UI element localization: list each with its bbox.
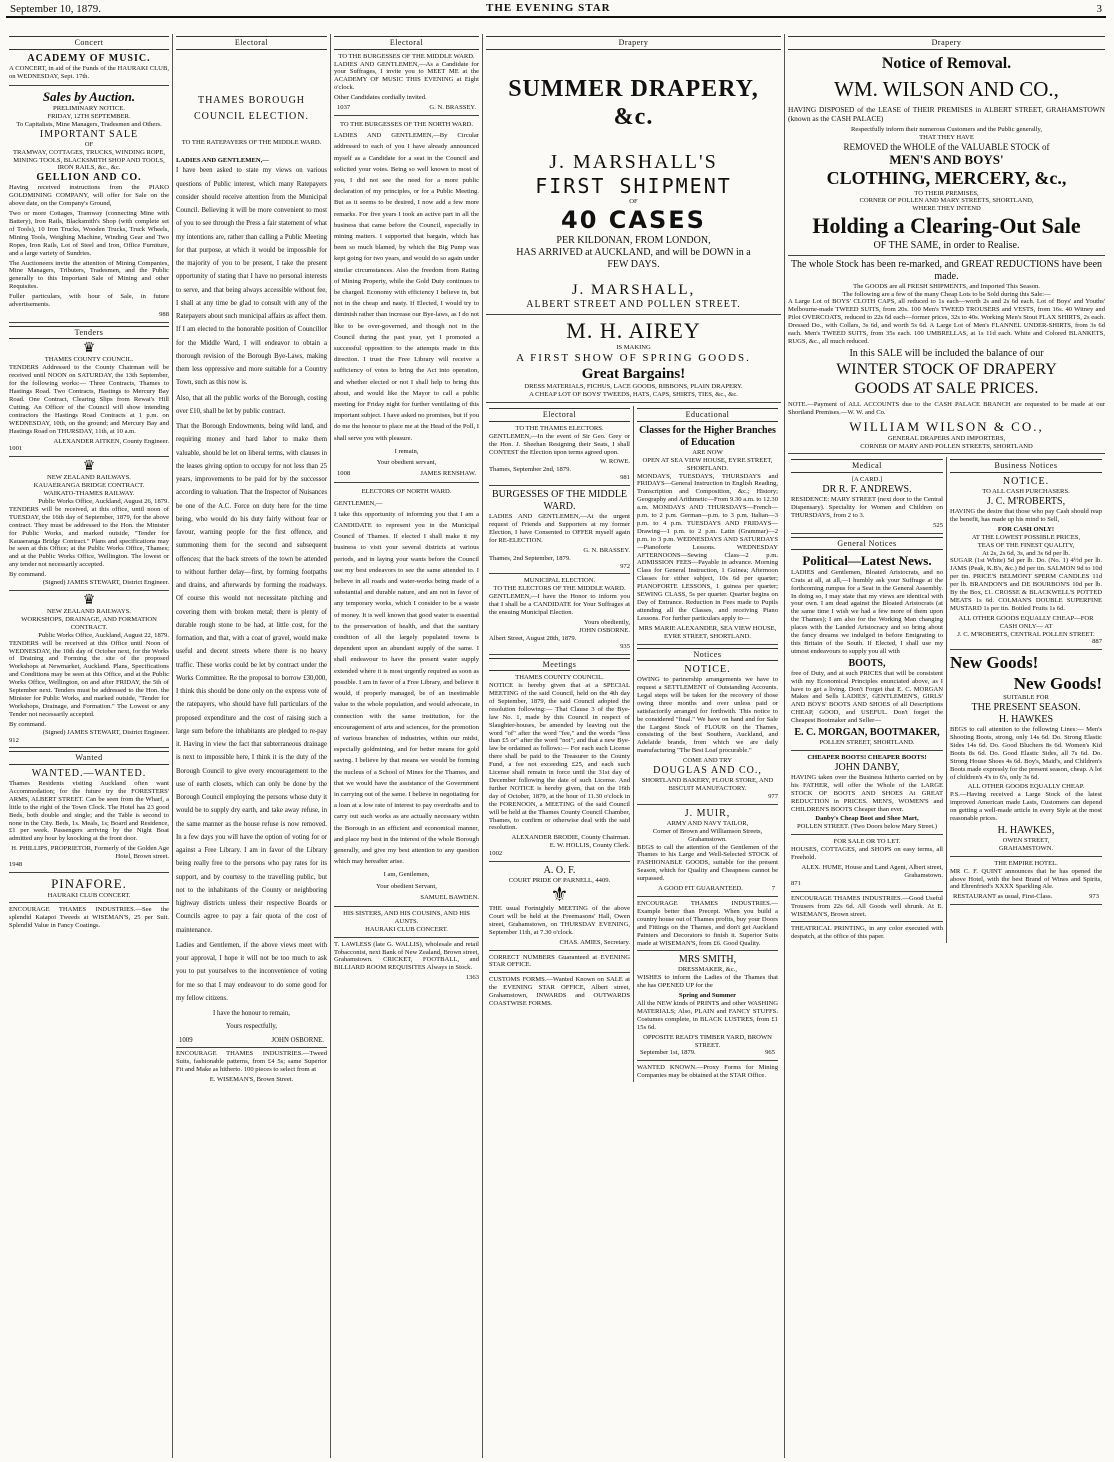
gellion-further: Fuller particulars, with hour of Sale, in future advertisements. xyxy=(9,293,169,309)
lawless-ad: T. LAWLESS (late G. WALLIS), wholesale and retail Tobacconist, next Bank of New Zealand, Brown street, Grahamstown. CRICKET, FOOTBALL, and BILLIARD ROOM REQUISITES Always in Stock. xyxy=(334,940,479,972)
boys-tweeds: A CHEAP LOT OF BOYS' TWEEDS, HATS, CAPS, SHIRTS, TIES, &c., &c. xyxy=(529,391,738,399)
by-command: By command. xyxy=(9,720,46,728)
marshall-sign: J. MARSHALL, xyxy=(571,281,696,298)
sisters-ad xyxy=(334,910,479,938)
ad-body: WISHES to inform the Ladies of the Thames that she has OPENED UP for the xyxy=(637,974,778,990)
lowest-prices: AT THE LOWEST POSSIBLE PRICES, xyxy=(971,533,1081,541)
ad-body: NOTICE is hereby given that at a SPECIAL MEETING of the said Council, held on the 4th day of September, 1879, the said Council adopted the resolution following:— That Clause 3 of the Bye-law No. 1, made by this Council in respect of Slaughter-houses, be amended by leaving out the word "of" after the word "fee," and the words "less than £5 or" after the word "not"; and that a new Bye-law be ordained as follows:— For each such License there shall be paid to the Treasurer to the County Fund, a fee not exceeding £25, and each such License shall remain in force until the 31st day of December following the date of such License. And further NOTICE is hereby given, that on the 16th day of October, 1879, at the hour of 11.30 o'clock in the FORENOON, a MEETING of the said Council will be held at the Thames County Council Chamber, Thames, to confirm or otherwise deal with the said resolution. xyxy=(489,682,630,832)
club-concert: HAURAKI CLUB CONCERT. xyxy=(47,891,131,899)
muir-address: Corner of Brown and Williamson Streets, Grahamstown. xyxy=(652,827,763,843)
ad-body: GENTLEMEN,—In the event of Sir Geo. Grey or the Hon. J. Sheehan Resigning their Seats, I shall CONTEST the Election upon terms agreed upon. xyxy=(489,432,630,456)
nzr-tender-1 xyxy=(9,460,169,591)
encourage-ad: ENCOURAGE THAMES INDUSTRIES.—Good Useful Trousers from 22s 6d. All Goods well shrunk. At E. WISEMAN'S, Brown street. xyxy=(791,895,943,923)
classes-ad xyxy=(637,425,778,645)
good-fit: A GOOD FIT GUARANTEED. xyxy=(658,885,743,893)
ad-number: 1948 xyxy=(9,861,23,869)
respectfully: Respectfully inform their numerous Customers and the Public generally, xyxy=(851,125,1042,133)
danby-mart: Danby's Cheap Boot and Shoe Mart, xyxy=(815,815,919,823)
ad-date: Thames, September 2nd, 1879. xyxy=(489,466,572,474)
section-head-electoral: Electoral xyxy=(489,408,630,422)
signature: CHAS. AMIES, Secretary. xyxy=(559,938,630,946)
wanted-ad xyxy=(9,768,169,873)
brassey-ad xyxy=(334,53,479,116)
muir-name: J. MUIR, xyxy=(684,807,731,819)
closing: I am, Gentlemen, xyxy=(383,871,430,879)
guarantee-line xyxy=(637,885,778,893)
mroberts-address: J. C. M'ROBERTS, CENTRAL POLLEN STREET. xyxy=(957,630,1095,638)
classes-title: Classes for the Higher Branches of Education xyxy=(639,424,776,448)
gellion-invite: The Auctioneers invite the attention of Mining Companies, Mine Managers, Tributers, Tradesmen, and the Public generally to this Important Sale of Mining and other Requisites. xyxy=(9,259,169,291)
section-head-electoral: Electoral xyxy=(176,36,327,50)
restaurant: RESTAURANT as usual, First-Class. xyxy=(953,893,1053,901)
grahamstown: GRAHAMSTOWN. xyxy=(998,844,1054,852)
ad-body: free of Duty, and at such PRICES that will be consistent with my Economical Principles enunciated above, as I have to get a living. Don't Forget that E. C. MORGAN Makes and Sells LADIES', GENTLEMEN'S, GIRLS' AND BOYS' BOOTS AND SHOES of all Descriptions CHEAP, GOOD, and USEFUL. Don't forget the Cheapest Bootmaker and Seller— xyxy=(791,669,943,725)
pinafore-ad xyxy=(9,876,169,904)
teas: TEAS OF THE FINEST QUALITY, xyxy=(977,541,1075,549)
tcc-body: TENDERS Addressed to the County Chairman will be received until NOON on SATURDAY, the 13th September, for the following works:— Three Contracts, Thames to Hastings Road. Two Contracts, Hastings to Mercury Bay Road. One Contract, Clearing Slips from Rewai's Hill Cutting. An Officer of the Council will show intending contractors the Hastings Road Contracts at 1 p.m. on WEDNESDAY, 10th, on the ground; and Mercury Bay and Hastings Road on THURSDAY, 11th, at 10 a.m. xyxy=(9,364,169,435)
letter-paragraph: That the Borough Endowments, being wild land, and requiring money and hard labor to make them valuable, should be let on liberal terms, with clauses in the leases giving option to occupy for not less than 25 years, improvements to be paid for by the successor according to valuation. That the Inspector of Nuisances be one of the A.C. Force on duty here for the time being, who would do his duty fairly without fear or favour, warning people for the first offence, and summoning them for the second and subsequent offences; that the back streets of the town be attended to without further delay—first, by forming footpaths and drains, and afterwards by forming the roadways. Of course this would not necessitate pitching and covering them with broken metal; there is plenty of durable rough stone to be had, at little cost, for the formation, and that, with a coat of gravel, would make useful and decent streets where there is no heavy traffic. These works could be let by contract under the Works Committee. Re the proposal to borrow £30,000, I think this should be done only on the express vote of the ratepayers, who should have full particulars of the proposed expenditure and the cost of raising such a large sum before the inhabitants are pledged to re-pay it. Having in view the fact that subterraneous drainage is next to impossible here, I think it is the duty of the Borough Council to give every encouragement to the use of earth closets, which can only be done by the Borough Council employing the persons whose duty it would be to supply dry earth, and take away refuse, in the same manner as the house refuse is now removed. In a few days you will have the option of voting for or against a Free Library. I am in favor of the Library being really free to the persons who pay rates for its support, and by courtesy to the travelling public, but not to the inhabitants of the County or neighboring highway districts unless their respective Boards or Councils agree to pay a fair quota of the cost of maintenance. xyxy=(176,423,327,934)
section-head-wanted: Wanted xyxy=(9,751,169,765)
business-subcolumn xyxy=(946,457,1105,943)
price-list: SUGAR (1st White) 5d per lb. Do. (No. 1) 4½d per lb. JAMS (Peak, K.B's, &c.) 8d per tin. SALMON 9d to 10d per tin. PRICE'S BELMONT SPERM CANDLES 11d per lb. BRANDON'S and DE BOURBON'S 10d per lb. By the Box, £1. CROSSE & BLACKWELL'S POTTED MEATS 1s 6d. COLMAN'S DOUBLE SUPERFINE MUSTARD 1s per tin. Bottled Fruits 1s 6d. xyxy=(950,557,1102,612)
ad-body: RESIDENCE: MARY STREET (next door to the Central Dispensary). Speciality for Women and Children on THURSDAYS, from 2 to 3. xyxy=(791,495,943,519)
newspaper-title: THE EVENING STAR xyxy=(486,2,611,14)
ad-number: 935 xyxy=(620,642,630,650)
railway-name: WAIKATO-THAMES RAILWAY. xyxy=(43,490,135,498)
ad-number: 1037 xyxy=(337,104,351,112)
salutation: GENTLEMEN,— xyxy=(334,499,383,507)
wilson-name: WM. WILSON AND CO., xyxy=(834,76,1059,101)
tea-prices: At 2s, 2s 6d, 3s, and 3s 6d per lb. xyxy=(982,549,1070,557)
signature-line xyxy=(334,104,479,112)
crest-icon: ♛ xyxy=(82,459,96,475)
burgesses-title: BURGESSES OF THE MIDDLE WARD. xyxy=(491,489,628,513)
payment-note: NOTE.—Payment of ALL ACCOUNTS due to the CASH PALACE BRANCH are requested to be made at our Shortland Premises.—W. W. and Co. xyxy=(788,401,1105,417)
signature: (Signed) JAMES STEWART, District Engineer. xyxy=(42,728,169,736)
ad-body: LADIES AND GENTLEMEN,—By Circular addressed to each of you I have already announced myself as a Candidate for a seat in the Council and solicited your votes. Being so well known to most of you, I did not see the need for a more public declaration of my principles, or for a Public Meeting. But as it seems to be desired, I now add a few more remarks. For five years I took an active part in all the business that came before the Council, especially in mining matters. I supported that bargain, which has been so much blamed, by which the Big Pump was kept going for two years, and would do so again under similar circumstances. Also the freedom from Rating of Mining Property, while the Gold Duty continues to be charged. Economy with efficiency I believe in, but not in the cheap and nasty. If Elected, I would try to diminish rather than increase our Bye-laws, as I do not like to be over-governed, and though not in the Council during the past year, yet I promoted a successful opposition to the attempts made in this direction. I trust the Free Library will receive a sufficiency of votes to bring the Act into operation, and whether elected or not I shall help to bring this about, and would like the Mayor to call a public meeting for Friday night for further ventilating of this important subject. I have asked no promises, but if you do me the honour to place me at the Head of the Poll, I shall serve you with pleasure. xyxy=(334,132,479,442)
rowe-ad xyxy=(489,425,630,486)
muir-ad xyxy=(637,808,778,897)
encourage-ad: ENCOURAGE THAMES INDUSTRIES.—Tweed Suits, fashionable patterns, from £4 5s; same Superior Fit and Make as hitherto. 100 pieces to select from at xyxy=(176,1047,327,1074)
all-other-goods: ALL OTHER GOODS EQUALLY CHEAP—FOR CASH ONLY— AT xyxy=(958,614,1094,630)
andrews-ad xyxy=(791,476,943,534)
wanted-body: Thames Residents visiting Auckland often want Accommodation; for the future try the FORESTERS' ARMS, ALBERT STREET. Can be seen from the Wharf, a little to the right of the Town Clock. The Hotel has 23 good Beds, both double and single; and the Table is second to none in the City. Beds, 1s. Meals, 1s; Board and Residence, £1 per week. Passengers arriving by the Night Boat admitted any hour by knocking at the front door. xyxy=(9,780,169,843)
ad-body: HAVING the desire that those who pay Cash should reap the benefit, has made up his mind to Sell, xyxy=(950,507,1102,523)
signature: JAMES RENSHAW. xyxy=(420,470,476,478)
closing: Your obedient Servant, xyxy=(376,882,437,890)
ad-number: 973 xyxy=(1089,893,1099,901)
signature-line xyxy=(334,468,479,479)
premises: TO THEIR PREMISES, xyxy=(914,189,979,197)
to-electors: TO THE THAMES ELECTORS. xyxy=(515,424,604,432)
cash-only: FOR CASH ONLY! xyxy=(997,525,1055,533)
signature: SAMUEL BAWDEN. xyxy=(420,893,479,901)
are-now: ARE NOW xyxy=(692,448,723,456)
electors-title: ELECTORS OF NORTH WARD. xyxy=(361,488,452,496)
importers: GENERAL DRAPERS AND IMPORTERS, xyxy=(887,434,1006,442)
issue-date: September 10, 1879. xyxy=(10,3,102,15)
club-concert: HAURAKI CLUB CONCERT. xyxy=(365,925,448,933)
sale-date: FRIDAY, 12TH SEPTEMBER. xyxy=(47,112,131,120)
marshall-address: ALBERT STREET AND POLLEN STREET. xyxy=(526,298,741,310)
kildonan: PER KILDONAN, FROM LONDON, xyxy=(556,234,711,246)
ad-body: HAVING taken over the Business hitherto carried on by his FATHER, will offer the Whole of the LARGE STOCK OF BOOTS AND SHOES At GREAT REDUCTION in PRICES. MEN'S, WOMEN'S and CHILDREN'S BOOTS Cheaper than ever. xyxy=(791,773,943,813)
danby-address: POLLEN STREET. (Two Doors below Mary Street.) xyxy=(796,823,938,831)
andrews-name: DR R. F. ANDREWS. xyxy=(822,483,912,495)
dress-materials: DRESS MATERIALS, FICHUS, LACE GOODS, RIBBONS, PLAIN DRAPERY. xyxy=(524,383,743,391)
section-head-meetings: Meetings xyxy=(489,658,630,672)
spacer xyxy=(176,125,327,139)
realise: OF THE SAME, in order to Realise. xyxy=(873,239,1020,251)
encourage-ad: ENCOURAGE THAMES INDUSTRIES.—See the splendid Kaiapoi Tweeds at WISEMAN'S, 25 per Suit. Splendid Value in Fancy Coatings. xyxy=(9,906,169,930)
ad-body: BEGS to call attention to the following Lines:— Men's Shooting Boots, strong, only 14s 6d. Do. Strong Elastic Sides 14s 6d. Do. Good Bluchers 8s 6d. Women's Kid Boots 8s 6d. Do. Good Elastic Sides, all 7s 6d. Do. Strong House Shoes 4s 6d. Boy's, Maid's, and Children's Boots made expressly for the present season, cheap. A lot of children's 4's to 6's, only 3s 6d. xyxy=(950,726,1102,781)
ad-body: All the NEW kinds of PRINTS and other WASHING MATERIALS; Also, PLAIN and FANCY STUFFS. Costumes complete, in BLACK LUSTRES, from £1 15s 6d. xyxy=(637,1000,778,1031)
postscript: P.S.—Having received a Large Stock of the latest improved American made Lasts, Customers can depend on getting a well-made article in every Style at the most reasonable prices. xyxy=(950,791,1102,823)
tcc-title: THAMES COUNTY COUNCIL. xyxy=(515,674,604,682)
cheaper-boots: CHEAPER BOOTS! CHEAPER BOOTS! xyxy=(807,754,927,761)
ad-title: ACADEMY OF MUSIC. xyxy=(27,52,151,64)
closing: Yours obediently, xyxy=(583,619,630,626)
spacer xyxy=(176,53,327,93)
airey-name: M. H. AIREY xyxy=(566,317,701,343)
section-head-concert: Concert xyxy=(9,36,169,50)
removed-text: REMOVED the WHOLE of the VALUABLE STOCK of xyxy=(843,141,1050,152)
danby-name: JOHN DANBY, xyxy=(834,761,900,773)
aof-title: A. O. F. xyxy=(543,865,576,877)
signature: W. ROWE. xyxy=(600,458,630,466)
auction-ad xyxy=(9,89,169,322)
lodge-emblem-icon: ⚜ xyxy=(550,883,569,906)
section-head-general: General Notices xyxy=(791,537,943,551)
ad-body: HAVING DISPOSED of the LEASE of THEIR PREMISES in ALBERT STREET, GRAHAMSTOWN (known as the CASH PALACE) xyxy=(788,104,1105,123)
notice-title: NOTICE. xyxy=(1002,476,1050,488)
signature: G. N. BRASSEY. xyxy=(583,546,630,554)
section-head-tenders: Tenders xyxy=(9,326,169,340)
fresh-shipments: The GOODS are all FRESH SHIPMENTS, and Imported This Season. xyxy=(853,282,1040,290)
morgan-ad xyxy=(791,553,943,751)
tcc-tender xyxy=(9,342,169,457)
bakery: SHORTLAND BAKERY, FLOUR STORE, AND BISCUIT MANUFACTORY. xyxy=(641,777,774,792)
to-capitalists: To Capitalists, Mine Managers, Tradesmen and Others. xyxy=(16,120,162,128)
wilson-ad xyxy=(788,54,1105,455)
signature: JOHN OSBORNE. xyxy=(271,1036,324,1044)
aof-ad xyxy=(489,865,630,950)
crest-icon: ♛ xyxy=(82,341,96,357)
column-2 xyxy=(172,34,330,1458)
new-goods-2: New Goods! xyxy=(1013,673,1102,693)
encourage-ad: ENCOURAGE THAMES INDUSTRIES.—Example better than Precept. When you build a country house out of Thames profits, buy your Doors and Fittings on the Thames, and don't get Auckland Painters and Decorators to finish it. Superior Suits made at WISEMAN'S, from £6. Good Quality. xyxy=(637,900,778,951)
tcc-title: THAMES COUNTY COUNCIL. xyxy=(44,356,134,364)
section-head-medical: Medical xyxy=(791,459,943,473)
proxy-forms-ad: WANTED KNOWN.—Proxy Forms for Mining Companies may be obtained at the STAR Office. xyxy=(637,1064,778,1080)
nzr-title: NEW ZEALAND RAILWAYS. xyxy=(47,608,131,615)
marshall-ad xyxy=(486,53,781,315)
bawden-ad xyxy=(334,486,479,907)
removal-title: Notice of Removal. xyxy=(881,54,1012,72)
correct-numbers-ad: CORRECT NUMBERS Guaranteed at EVENING STAR OFFICE. xyxy=(489,954,630,974)
wanted-title: WANTED.—WANTED. xyxy=(31,768,147,779)
ad-number: 1002 xyxy=(489,850,503,858)
ad-date: Thames, 2nd September, 1879. xyxy=(489,554,571,562)
section-head-electoral: Electoral xyxy=(334,36,479,50)
new-goods-1: New Goods! xyxy=(950,653,1039,673)
signature: G. N. BRASSEY. xyxy=(429,104,476,112)
election-title: THAMES BOROUGH COUNCIL ELECTION. xyxy=(194,94,309,122)
date-line xyxy=(637,1049,778,1057)
contract-title: WORKSHOPS, DRAINAGE, AND FORMATION CONTRACT. xyxy=(21,615,157,631)
ad-number: 1008 xyxy=(337,470,351,478)
boots-title: BOOTS, xyxy=(848,657,886,669)
ad-number: 1001 xyxy=(9,445,23,453)
wiseman-address: E. WISEMAN'S, Brown Street. xyxy=(209,1075,294,1083)
great-bargains: Great Bargains! xyxy=(581,366,686,383)
smith-trade: DRESSMAKER, &c., xyxy=(678,966,737,974)
electoral-subcolumn xyxy=(486,406,633,1082)
letter-paragraph: I have been asked to state my views on various questions of Public interest, which many Ratepayers consider should receive attention from the Municipal Council. Believing it will be more convenient to most of you to see through the Press a fair statement of what my intentions are, rather than calling a Public Meeting for that purpose, at which it would be impossible for the majority of you to be present, I take the present opportunity of stating that I have no personal interests to serve, and that being always accessible without fee, I shall at any time be glad to consult with any of the Ratepayers about such municipal affairs as affect them. If I am elected to the honorable position of Councillor for the Middle Ward, I will endeavor to obtain a thorough revision of the Borough Bye-Laws, making them less oppressive and more suitable for a Country Town, such as this now is. xyxy=(176,167,327,387)
ad-number: 525 xyxy=(933,521,943,529)
court-name: COURT PRIDE OF PARNELL, 4409. xyxy=(508,877,611,885)
marshall-name: J. MARSHALL'S xyxy=(549,151,718,174)
political-title: Political—Latest News. xyxy=(802,553,932,569)
where-intend: WHERE THEY INTEND xyxy=(912,205,981,213)
card-label: [A CARD.] xyxy=(851,476,883,484)
brassey-reelection-ad xyxy=(489,489,630,574)
column-4 xyxy=(482,34,784,1458)
closing: I have the honour to remain, xyxy=(212,1010,290,1018)
tender-body: TENDERS will be received at this Office until Noon of WEDNESDAY, the 10th day of October next, for the Works of Draining and Forming the site of the proposed Workshops at Newmarket, Auckland. Plans, Specifications and Conditions may be seen at this Office, and at the Public Works Office, Wellington, on and after FRIDAY, the 5th of September next. Tenders must be addressed to the Hon. the Minister for Public Works, and marked outside, "Tender for Workshops, Drainage, and Formation." The Lowest or any Tender not necessarily accepted. xyxy=(9,639,169,718)
douglas-name: DOUGLAS AND CO., xyxy=(653,765,762,777)
osborne-ad xyxy=(489,577,630,654)
tcc-meeting xyxy=(489,674,630,862)
to-burgesses: TO THE BURGESSES OF THE MIDDLE WARD. xyxy=(338,52,475,60)
column-1 xyxy=(6,34,172,1458)
pinafore-title: PINAFORE. xyxy=(51,875,127,891)
notice-title: NOTICE. xyxy=(684,664,731,676)
ad-number: 7 xyxy=(771,885,775,893)
is-making: IS MAKING xyxy=(616,344,651,352)
ad-number: 1363 xyxy=(465,974,479,982)
that-they: THAT THEY HAVE xyxy=(919,133,974,141)
suitable: SUITABLE FOR xyxy=(1003,694,1049,702)
season: THE PRESENT SEASON. xyxy=(971,702,1081,714)
signature: JOHN OSBORNE. xyxy=(579,626,630,634)
signature-line xyxy=(176,1034,327,1047)
office-date: Public Works Office, Auckland, August 22, 1879. xyxy=(38,631,169,639)
arrived: HAS ARRIVED at AUCKLAND, and will be DOWN in a FEW DAYS. xyxy=(516,246,751,270)
ad-date: September 1st, 1879. xyxy=(640,1049,696,1057)
column-5-lower xyxy=(788,457,1105,943)
spring-show: A FIRST SHOW OF SPRING GOODS. xyxy=(516,352,751,365)
ad-body: I take this opportunity of informing you that I am a CANDIDATE to represent you in the Municipal Council of Thames. If elected I shall make it my business to visit your several districts at various periods, and in laying your wants before the Council use my best endeavors to see the same attended to. I believe in all roads and water-works being made of a substantial and durable nature, and am not in favor of any temporary works, which I consider to be a waste of money. It is well known that good water is essential to the preservation of health, and that the sanitary condition of all the largely populated towns is dependent upon an abundant supply of the same. I shall endeavour to have the present water supply extended where it is most urgently required as soon as possible. I am in favor of a Free Library, and believe it would, if properly managed, be of an inestimable value to the whole population, and would advocate, in connection with the same institution, for the encouragement of arts and sciences, for the promotion of various branches of industries, within our midst, especially goldmining, and for better means for gold saving. I believe by that means we would be forming the nucleus of a School of Mines for the Thames, and that we would have the assistance of the Government in carrying out of the same. I believe in negotiating for a loan at a low rate of interest to pay overdrafts and to carry out such works as are actually necessary within the Borough in an efficient and economical manner, and place my best in the interest of the whole Borough generally, and give my best attention to any question which may hereafter arise. xyxy=(334,510,479,866)
smith-ad xyxy=(637,954,778,1061)
sale-let-title: FOR SALE OR TO LET. xyxy=(833,838,901,846)
ad-number: 871 xyxy=(791,879,801,887)
section-head-business: Business Notices xyxy=(950,459,1102,473)
prelim-notice: PRELIMINARY NOTICE. xyxy=(53,105,125,112)
by-command: By command. xyxy=(9,571,46,579)
signature: ALEX. HUME, House and Land Agent, Albert street, Grahamstown. xyxy=(801,863,943,879)
column-5 xyxy=(784,34,1108,1458)
hawkes-ad xyxy=(950,653,1102,856)
ad-body: MR C. F. QUINT announces that he has opened the above Hotel, with the best Brand of Wines and Spirits, and Ehrenfried's XXXX Sparkling Ale. xyxy=(950,867,1102,891)
masthead xyxy=(6,2,1106,18)
ad-body: LADIES AND GENTLEMEN,—As a Candidate for your Suffrages, I invite you to MEET ME at the ACADEMY OF MUSIC THIS EVENING at Eight o'clock. xyxy=(334,60,479,92)
column-4-lower xyxy=(486,406,781,1082)
balance: In this SALE will be included the balance of our xyxy=(849,347,1044,359)
tramway-list: TRAMWAY, COTTAGES, TRUCKS, WINDING ROPE, MINING TOOLS, BLACKSMITH SHOP AND TOOLS, IRON RAILS, &c., &c. xyxy=(13,148,165,172)
to-electors: TO THE ELECTORS OF THE MIDDLE WARD. xyxy=(493,585,626,593)
contract-title: KAUAERANGA BRIDGE CONTRACT. xyxy=(33,482,145,490)
section-head-notices: Notices xyxy=(637,648,778,662)
hawkes-sign: H. HAWKES, xyxy=(997,824,1055,836)
ad-body: GENTLEMEN,—I have the Honor to inform you that I shall be a CANDIDATE for Your Suffrages at the ensuing Municipal Election. xyxy=(489,593,630,617)
empire-title: THE EMPIRE HOTEL. xyxy=(994,859,1058,867)
nzr-title: NEW ZEALAND RAILWAYS. xyxy=(47,474,131,482)
mroberts-name: J. C. M'ROBERTS, xyxy=(986,495,1066,507)
timber-address: OPPOSITE READ'S TIMBER YARD, BROWN STREET. xyxy=(643,1033,772,1049)
closing: Yours respectfully, xyxy=(226,1023,277,1031)
spring-summer: Spring and Summer xyxy=(678,992,737,1000)
to-cash: TO ALL CASH PURCHASERS. xyxy=(982,488,1070,496)
of-text: OF xyxy=(629,198,638,206)
wanted-signature: H. PHILLIPS, PROPRIETOR, Formerly of the Golden Age Hotel, Brown street. xyxy=(11,845,169,861)
winter-stock: WINTER STOCK OF DRAPERY xyxy=(836,360,1057,378)
following-lots: The following are a few of the many Cheap Lots to be Sold during this Sale:— xyxy=(842,290,1051,298)
remarked: The whole Stock has been re-marked, and GREAT REDUCTIONS have been made. xyxy=(788,255,1105,283)
ad-body: LADIES AND GENTLEMEN,—At the urgent request of Friends and Supporters at my former Election, I have Consented to OFFER myself again for RE-ELECTION. xyxy=(489,513,630,544)
academy-ad xyxy=(9,53,169,87)
of-text: OF xyxy=(84,140,94,148)
crest-icon: ♛ xyxy=(82,593,96,608)
auction-heading: Sales by Auction. xyxy=(42,89,136,105)
election-title: MUNICIPAL ELECTION. xyxy=(523,577,596,585)
ad-number: 977 xyxy=(768,792,778,800)
spacer xyxy=(486,271,781,281)
educational-subcolumn xyxy=(633,406,781,1082)
summer-drapery: SUMMER DRAPERY, &c. xyxy=(508,75,759,131)
mroberts-ad xyxy=(950,476,1102,650)
empire-ad xyxy=(950,860,1102,906)
signature: E. W. HOLLIS, County Clerk. xyxy=(549,842,630,850)
ad-number: 972 xyxy=(620,562,630,570)
ad-body: THE usual Fortnightly MEETING of the above Court will be held at the Freemasons' Hall, Owen street, Grahamstown, on THURSDAY EVENING, September 11th, at 7.30 o'clock. xyxy=(489,904,630,936)
section-head-educational: Educational xyxy=(637,408,778,422)
other-candidates: Other Candidates cordially invited. xyxy=(334,94,427,102)
ad-body: HOUSES, COTTAGES, and SHOPS on easy terms, all Freehold. xyxy=(791,846,943,862)
cases-count: 40 CASES xyxy=(561,206,706,235)
ww-name: WILLIAM WILSON & CO., xyxy=(849,419,1044,435)
column-3 xyxy=(330,34,482,1458)
tender-body: TENDERS will be received, at this office, until noon of TUESDAY, the 16th day of September, 1879, for the above contract. They must be addressed to the Hon. the Minister for Public Works, and marked outside, "Tender for Kauaeranga Bridge Contract." Plans and specifications may be seen at this Office; at the Public Works Office, Thames; and at the Public Works Office, Wellington. The lowest or any tender not necessarily accepted. xyxy=(9,505,169,569)
douglas-ad xyxy=(637,664,778,805)
ad-number: 981 xyxy=(620,474,630,482)
ad-body: LADIES and Gentlemen, Bloated Aristocrats, and no Crats at all, at all,—I humbly ask your Suffrage at the forthcoming rumpus for a Seat in the General Assembly. In doing so, I may state that my views are identical with your own. I am dead against the Bloated Aristocrats (at the same time I wish we had a few more of them upon the Thames); I am also for the Working Man changing places with the Landed Aristocracy and so bring about the fancy dreams we indulged in before Emigrating to this Britain of the South. If Elected, I shall use my utmost endeavours to supply you all with xyxy=(791,568,943,655)
restaurant-line xyxy=(950,893,1102,901)
ad-body: BEGS to call the attention of the Gentlemen of the Thames to his Large and Well-Selected STOCK of FASHIONABLE GOODS, suitable for the present Season, which for Quality and Cheapness cannot be surpassed. xyxy=(637,843,778,883)
hume-ad xyxy=(791,838,943,891)
danby-ad xyxy=(791,754,943,835)
closing: Your obedient servant, xyxy=(376,459,437,467)
office-date: Public Works Office, Auckland, August 26, 1879. xyxy=(38,498,169,506)
muir-trade: ARMY AND NAVY TAILOR, xyxy=(666,819,749,827)
ad-number: 912 xyxy=(9,736,19,744)
gellion-items: Two or more Cottages, Tramway (connecting Mine with Battery), Iron Rails, Blacksmith's Shop (with complete set of Tools), 10 Iron Trucks, Wooden Trucks, Truck Wheels, Mining Tools, Weighing Machine, Winding Gear and Two Ropes, Iron Rails, Lot of Steel and Iron, Office Furniture, and a large variety of Sundries. xyxy=(9,210,169,257)
first-shipment: FIRST SHIPMENT xyxy=(535,174,732,199)
letter-paragraph: Ladies and Gentlemen, if the above views meet with your approval, I hope it will not be too much to ask you to put yourselves to the inconvenience of voting for me so that I may endeavour to do some good for my fellow citizens. xyxy=(176,941,327,1002)
renshaw-ad xyxy=(334,119,479,484)
corner-address-2: CORNER OF MARY AND POLLEN STREETS, SHORTLAND xyxy=(860,442,1033,450)
lot-list: A Large Lot of BOYS' CLOTH CAPS, all reduced to 1s each—worth 2s and 2s 6d each. Lot of Boys' and Youths' Melbourne-made TWEED SUITS, from 20s. 100 Men's TWEED TROUSERS and VESTS, from 16s. 40 Witney and Pilot OVERCOATS, reduced to 22s 6d each—former prices, 32s to 40s. Working Men's Stout FLAX SHIRTS, 2s each. Dressed Do., with Collars, 3s 6d, and worth 5s 6d. A Large Lot of Men's FLANNEL UNDER-SHIRTS, from 3s 6d each. Men's TWEED SUITS, from 35s each. 100 UMBRELLAS, at 1s 11d each. White and Colored BLANKETS, RUGS, &c., all much reduced. xyxy=(788,298,1105,345)
owen-street: OWEN STREET, xyxy=(1002,836,1050,844)
ad-body: A CONCERT, in aid of the Funds of the HAURAKI CLUB, on WEDNESDAY, Sept. 17th. xyxy=(9,64,169,80)
salutation: LADIES AND GENTLEMEN,— xyxy=(176,156,269,164)
morgan-address: POLLEN STREET, SHORTLAND. xyxy=(819,739,915,747)
corner-address: CORNER OF POLLEN AND MARY STREETS, SHORTLAND, xyxy=(859,197,1034,205)
section-head-drapery: Drapery xyxy=(788,36,1105,50)
to-north-ward: TO THE BURGESSES OF THE NORTH WARD. xyxy=(339,120,474,128)
ad-number: 965 xyxy=(765,1049,775,1057)
mens-boys: MEN'S AND BOYS' xyxy=(889,152,1004,168)
ad-body: MONDAYS, TUESDAYS, THURSDAYS and FRIDAYS—General Instruction in English Reading, Transcription and Composition, &c.; History; Geography and Arithmetic—From 9.30 a.m. to 12.30 a.m. MONDAYS AND THURSDAYS—French—p.m. to 2 p.m. German—p.m. to 3 p.m. Italian—3 p.m. to 4 p.m. TUESDAYS AND FRIDAYS—Drawing—1 p.m. to 2 p.m. Latin (Grammar)—2 p.m. to 3 p.m. WEDNESDAYS AND SATURDAYS—Pianoforte Lessons. WEDNESDAY AFTERNOONS—Sewing Class—2 p.m. ADMISSION FEES—Payable in advance. Morning Class for General Instruction, 1 Guinea; Afternoon Classes for either subject, 10s 6d per quarter; PIANOFORTE LESSONS, 1 guinea per quarter; SEWING CLASS, 5s per quarter. Quarter begins on Day of Entrance. Reduction in Fees made to Pupils attending all the Classes, and receiving Piano Lessons. For further particulars apply to— xyxy=(637,472,778,622)
gellion-body: Having received instructions from the PIAKO GOLDMINING COMPANY, will offer for Sale on the above date, on the Company's Ground, xyxy=(9,184,169,208)
important-sale: IMPORTANT SALE xyxy=(39,128,139,140)
smith-name: MRS SMITH, xyxy=(678,954,737,966)
hawkes-name: H. HAWKES xyxy=(998,714,1054,726)
ad-date: Albert Street, August 28th, 1879. xyxy=(489,634,577,642)
sale-prices: GOODS AT SALE PRICES. xyxy=(854,380,1039,398)
other-cheap: ALL OTHER GOODS EQUALLY CHEAP. xyxy=(967,783,1085,791)
ad-number: 887 xyxy=(1092,638,1102,646)
ad-number: 988 xyxy=(159,310,169,318)
page-number: 3 xyxy=(1096,3,1102,15)
section-head-drapery: Drapery xyxy=(486,36,781,50)
spacer xyxy=(486,132,781,150)
morgan-name: E. C. MORGAN, BOOTMAKER, xyxy=(794,727,940,739)
signature: MRS MARIE ALEXANDER, SEA VIEW HOUSE, EYRE STREET, SHORTLAND. xyxy=(638,624,777,640)
closing: I remain, xyxy=(394,447,419,455)
airey-ad xyxy=(486,318,781,403)
spacer xyxy=(176,147,327,157)
ad-number: 1009 xyxy=(179,1036,193,1044)
open-at: OPEN AT SEA VIEW HOUSE, EYRE STREET, SHORTLAND. xyxy=(642,456,773,472)
nzr-tender-2 xyxy=(9,594,169,748)
theatrical-ad: THEATRICAL PRINTING, in any color executed with despatch, at the office of this paper. xyxy=(791,925,943,941)
letter-paragraph: Also, that all the public works of the Borough, costing over £10, shall be let by public contract. xyxy=(176,394,327,415)
osborne-letter xyxy=(176,164,327,1047)
sisters-text: HIS SISTERS, AND HIS COUSINS, AND HIS AUNTS. xyxy=(343,909,470,925)
gellion-name: GELLION AND CO. xyxy=(36,172,142,184)
medical-subcolumn xyxy=(788,457,946,943)
ad-body: OWING to partnership arrangements we have to request a SETTLEMENT of Outstanding Accounts. Legal steps will be taken for the recovery of those owing three months and over unless paid or satisfactorily arranged for forthwith. This notice to be considered "final." We have on hand and for Sale the Largest Stock of FLOUR on the Thames, consisting of the best Southern, Auckland, and Adelaide brands, from which we are daily manufacturing "The Best Loaf procurable." xyxy=(637,676,778,755)
come-try: COME AND TRY xyxy=(683,757,732,765)
signature: ALEXANDER BRODIE, County Chairman. xyxy=(511,834,630,842)
signature: (Signed) JAMES STEWART, District Engineer. xyxy=(42,579,169,587)
clothing-mercery: CLOTHING, MERCERY, &c., xyxy=(826,167,1067,188)
customs-ad: CUSTOMS FORMS.—Wanted Known on SALE at the EVENING STAR OFFICE, Albert street, Grahamstown, INWARDS and OUTWARDS COASTWISE FORMS. xyxy=(489,976,630,1008)
tcc-signature: ALEXANDER AITKEN, County Engineer. xyxy=(53,437,169,445)
clearing-sale: Holding a Clearing-Out Sale xyxy=(812,213,1081,239)
to-ratepayers: TO THE RATEPAYERS OF THE MIDDLE WARD. xyxy=(181,138,322,146)
